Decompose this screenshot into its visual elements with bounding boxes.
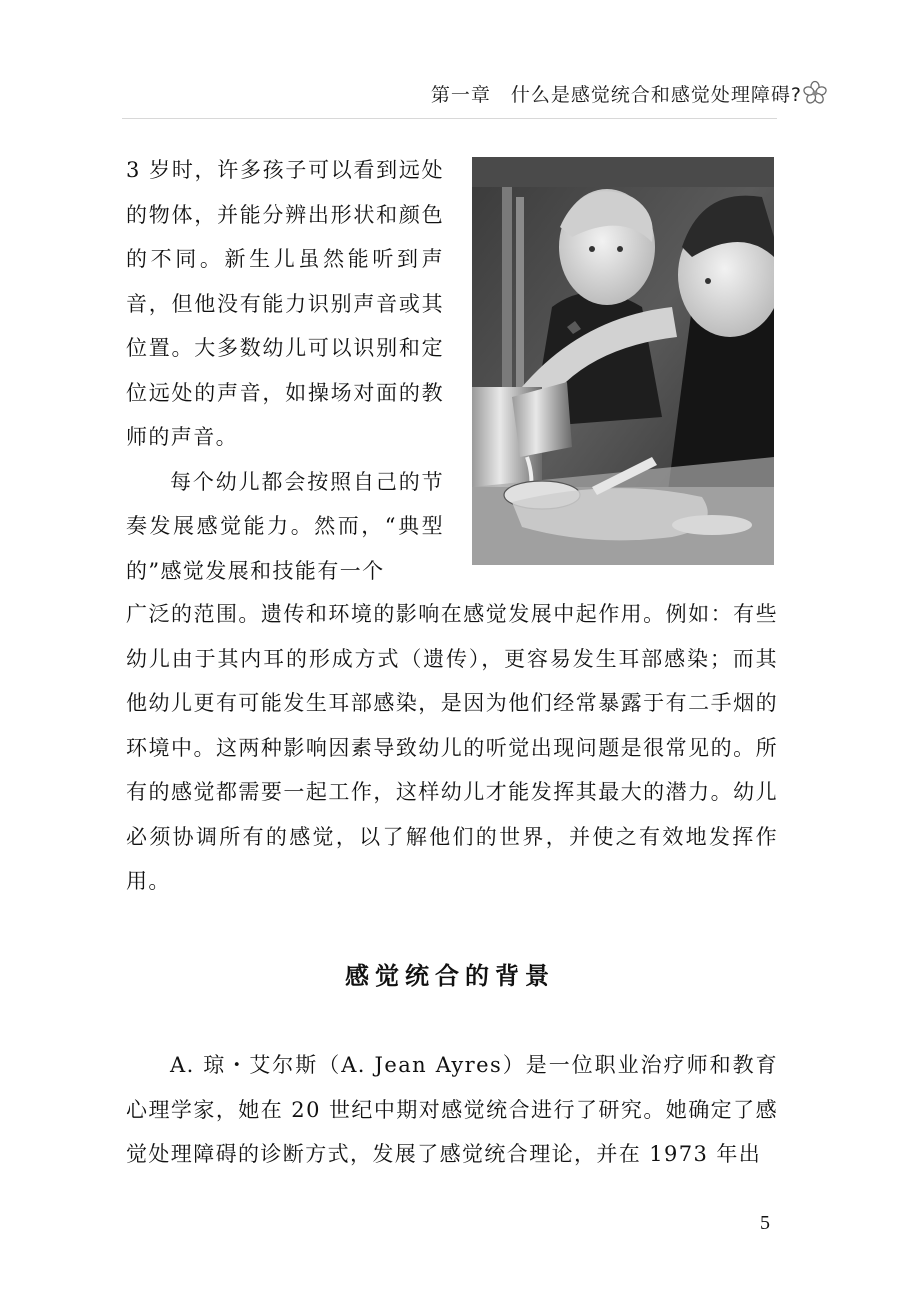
section-paragraph-1: A. 琼・艾尔斯（A. Jean Ayres）是一位职业治疗师和教育心理学家，她在 20 世纪中期对感觉统合进行了研究。她确定了感觉处理障碍的诊断方式，发展了感觉统合理论，并在 1973 年出 xyxy=(126,1053,778,1166)
paragraph-2-continued: 广泛的范围。遗传和环境的影响在感觉发展中起作用。例如：有些幼儿由于其内耳的形成方式（遗传），更容易发生耳部感染；而其他幼儿更有可能发生耳部感染，是因为他们经常暴露于有二手烟的环境中。这两种影响因素导致幼儿的听觉出现问题是很常见的。所有的感觉都需要一起工作，这样幼儿才能发挥其最大的潜力。幼儿必须协调所有的感觉，以了解他们的世界，并使之有效地发挥作用。 xyxy=(126,602,778,893)
header-divider xyxy=(122,118,777,119)
flower-icon xyxy=(802,80,828,106)
text-column-upper xyxy=(126,148,444,588)
paragraph-2-start: 每个幼儿都会按照自己的节奏发展感觉能力。然而，“典型的”感觉发展和技能有一个 xyxy=(126,469,444,583)
section-heading: 感觉统合的背景 xyxy=(345,962,555,990)
page-number: 5 xyxy=(760,1212,770,1234)
photo-two-boys-pouring xyxy=(472,157,774,565)
section-paragraph xyxy=(126,1043,778,1177)
running-header: 第一章 什么是感觉统合和感觉处理障碍? xyxy=(430,84,802,106)
text-column-full xyxy=(126,592,778,904)
paragraph-1: 3 岁时，许多孩子可以看到远处的物体，并能分辨出形状和颜色的不同。新生儿虽然能听到声音，但他没有能力识别声音或其位置。大多数幼儿可以识别和定位远处的声音，如操场对面的教师的声音。 xyxy=(126,158,444,449)
